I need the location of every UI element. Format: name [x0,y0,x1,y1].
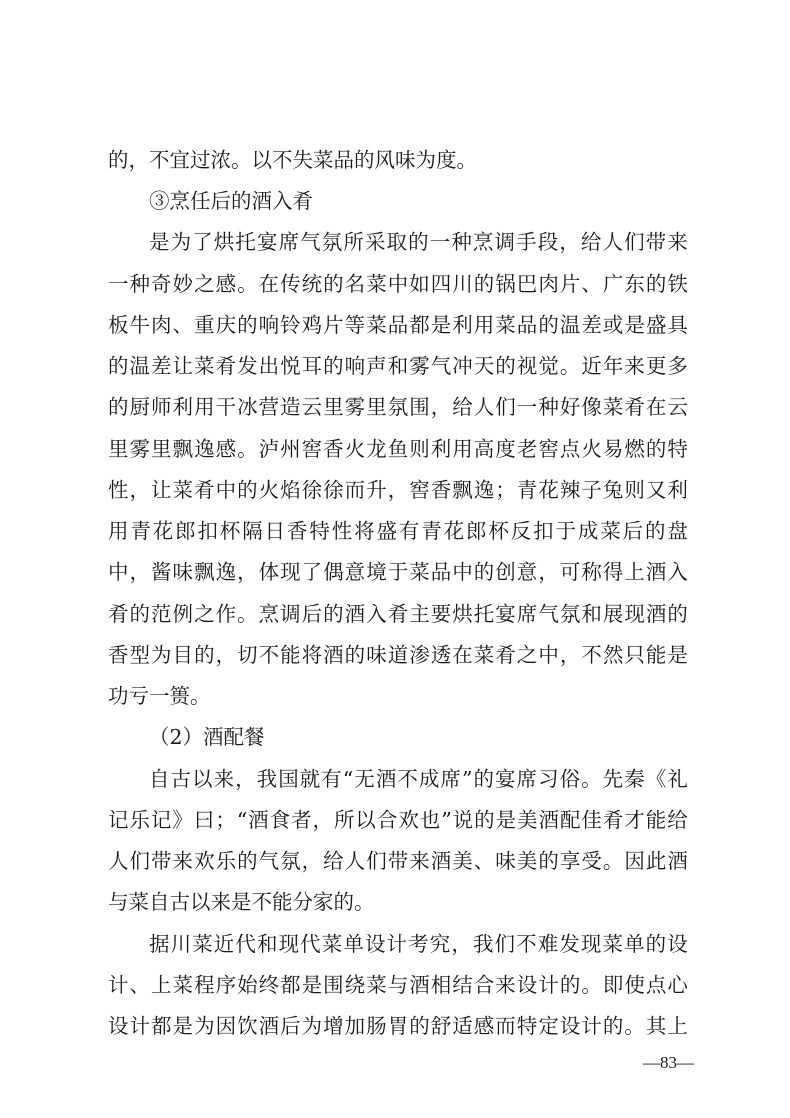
text-line: 是 为 了 烘 托 宴 席 气 氛 所 采 取 的 一 种 烹 调 手 段 ， 给 人 们 带 来 [149,230,688,255]
text-line: 肴 的 范 例 之 作 。 烹 调 后 的 酒 入 肴 主 要 烘 托 宴 席 气 氛 和 展 现 酒 的 [108,601,688,626]
section-heading: （2）酒配餐 [149,725,265,750]
text-line: 人 们 带 来 欢 乐 的 气 氛 ， 给 人 们 带 来 酒 美 、 味 美 的 享 受 。 因 此 酒 [108,849,688,874]
text-line: 性 ， 让 菜 肴 中 的 火 焰 徐 徐 而 升 ， 窖 香 飘 逸 ； 青 花 辣 子 兔 则 又 利 [108,477,688,502]
text-line: 据 川 菜 近 代 和 现 代 菜 单 设 计 考 究 ， 我 们 不 难 发 现 菜 单 的 设 [149,931,688,956]
text-line: 的 厨 师 利 用 干 冰 营 造 云 里 雾 里 氛 围 ， 给 人 们 一 种 好 像 菜 肴 在 云 [108,395,688,420]
page-number: —83— [643,1053,694,1072]
text-line: 设 计 都 是 为 因 饮 酒 后 为 增 加 肠 胃 的 舒 适 感 而 特 定 设 计 的 。 其 上 [108,1014,688,1038]
text-line: 记 乐 记 》 曰 ； “ 酒 食 者 ， 所 以 合 欢 也 ” 说 的 是 美 酒 配 佳 肴 才 能 给 [108,807,688,832]
text-line: 功亏一篑。 [108,684,211,709]
text-line: 板 牛 肉 、 重 庆 的 响 铃 鸡 片 等 菜 品 都 是 利 用 菜 品 的 温 差 或 是 盛 具 [108,312,688,337]
text-line: 中 ， 酱 味 飘 逸 ， 体 现 了 偶 意 境 于 菜 品 中 的 创 意 ， 可 称 得 上 酒 入 [108,560,688,585]
text-line: 香 型 为 目 的 ， 切 不 能 将 酒 的 味 道 渗 透 在 菜 肴 之 中 ， 不 然 只 能 是 [108,642,688,667]
text-line: 用 青 花 郎 扣 杯 隔 日 香 特 性 将 盛 有 青 花 郎 杯 反 扣 于 成 菜 后 的 盘 [108,519,688,544]
text-line: 与菜自古以来是不能分家的。 [108,890,375,915]
text-line: 自 古 以 来 ， 我 国 就 有 “ 无 酒 不 成 席 ” 的 宴 席 习 俗 。 先 秦 《 礼 [149,766,688,791]
section-heading: ③烹任后的酒入肴 [149,189,313,214]
text-line: 一 种 奇 妙 之 感 。 在 传 统 的 名 菜 中 如 四 川 的 锅 巴 肉 片 、 广 东 的 铁 [108,271,688,296]
text-line: 里 雾 里 飘 逸 感 。 泸 州 窖 香 火 龙 鱼 则 利 用 高 度 老 窖 点 火 易 燃 的 特 [108,436,688,461]
text-line: 的 温 差 让 菜 肴 发 出 悦 耳 的 响 声 和 雾 气 冲 天 的 视 觉 。 近 年 来 更 多 [108,354,688,379]
text-line: 计 、 上 菜 程 序 始 终 都 是 围 绕 菜 与 酒 相 结 合 来 设 计 的 。 即 使 点 心 [108,972,688,997]
text-line: 的，不宜过浓。以不失菜品的风味为度。 [108,148,477,172]
